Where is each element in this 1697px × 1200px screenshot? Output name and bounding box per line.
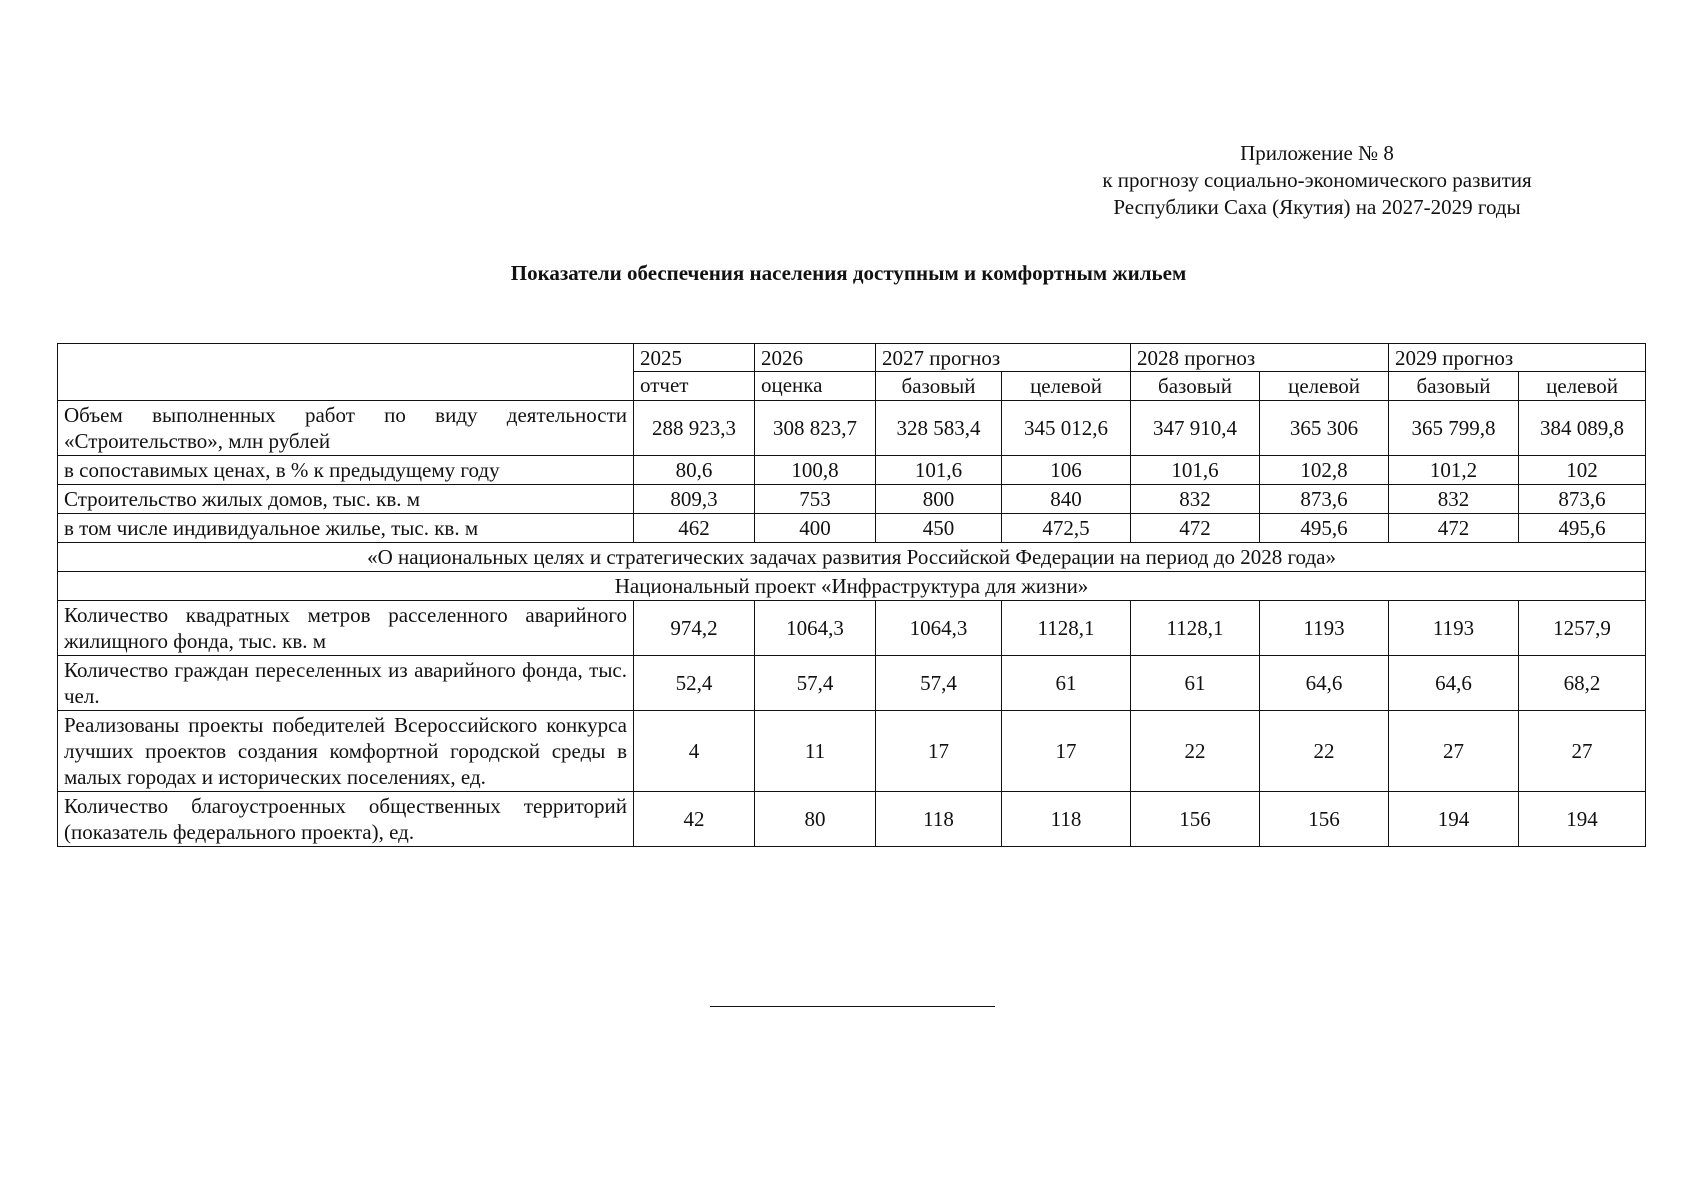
- cell-2028-target: 365 306: [1260, 401, 1389, 456]
- cell-2027-base: 450: [876, 514, 1002, 543]
- cell-2029-base: 27: [1389, 711, 1519, 792]
- cell-2028-target: 102,8: [1260, 456, 1389, 485]
- appendix-number: Приложение № 8: [1240, 141, 1394, 165]
- closing-rule: [710, 1006, 995, 1007]
- cell-2026: 753: [755, 485, 876, 514]
- header-2028-target: целевой: [1260, 372, 1389, 401]
- row-label: Количество граждан переселенных из аварийного фонда, тыс. чел.: [58, 656, 634, 711]
- cell-2025: 462: [634, 514, 755, 543]
- cell-2026: 400: [755, 514, 876, 543]
- cell-2025: 809,3: [634, 485, 755, 514]
- table-row: [58, 456, 1646, 485]
- header-2025-year: 2025: [634, 344, 755, 372]
- header-indicator-cell: [58, 344, 634, 401]
- cell-2026: 80: [755, 792, 876, 847]
- cell-2025: 4: [634, 711, 755, 792]
- header-2027-target: целевой: [1002, 372, 1131, 401]
- cell-2027-base: 57,4: [876, 656, 1002, 711]
- row-label: Строительство жилых домов, тыс. кв. м: [58, 485, 634, 514]
- cell-2028-base: 156: [1131, 792, 1260, 847]
- cell-2028-base: 472: [1131, 514, 1260, 543]
- table-row: [58, 656, 1646, 711]
- cell-2026: 100,8: [755, 456, 876, 485]
- cell-2029-target: 194: [1519, 792, 1646, 847]
- header-2026-year: 2026: [755, 344, 876, 372]
- cell-2027-base: 101,6: [876, 456, 1002, 485]
- header-2029-base: базовый: [1389, 372, 1519, 401]
- table-row: [58, 401, 1646, 456]
- cell-2028-target: 156: [1260, 792, 1389, 847]
- cell-2025: 42: [634, 792, 755, 847]
- cell-2029-base: 472: [1389, 514, 1519, 543]
- row-label: Количество квадратных метров расселенного аварийного жилищного фонда, тыс. кв. м: [58, 601, 634, 656]
- cell-2029-target: 384 089,8: [1519, 401, 1646, 456]
- cell-2027-base: 1064,3: [876, 601, 1002, 656]
- cell-2027-target: 118: [1002, 792, 1131, 847]
- cell-2026: 57,4: [755, 656, 876, 711]
- header-2025-report: отчет: [634, 372, 755, 401]
- cell-2025: 52,4: [634, 656, 755, 711]
- cell-2027-target: 472,5: [1002, 514, 1131, 543]
- cell-2025: 974,2: [634, 601, 755, 656]
- section-national-goals: «О национальных целях и стратегических задачах развития Российской Федерации на период до 2028 года»: [58, 543, 1646, 572]
- header-2028-forecast: 2028 прогноз: [1131, 344, 1389, 372]
- cell-2029-target: 27: [1519, 711, 1646, 792]
- row-label: в сопоставимых ценах, в % к предыдущему году: [58, 456, 634, 485]
- cell-2025: 288 923,3: [634, 401, 755, 456]
- appendix-region: Республики Саха (Якутия) на 2027-2029 годы: [1113, 195, 1521, 219]
- indicators-table: [57, 343, 1646, 847]
- cell-2029-target: 873,6: [1519, 485, 1646, 514]
- document-title: Показатели обеспечения населения доступным и комфортным жильем: [510, 261, 1187, 285]
- cell-2026: 1064,3: [755, 601, 876, 656]
- cell-2029-base: 194: [1389, 792, 1519, 847]
- cell-2029-base: 101,2: [1389, 456, 1519, 485]
- cell-2028-target: 64,6: [1260, 656, 1389, 711]
- table-row: [58, 485, 1646, 514]
- header-2029-forecast: 2029 прогноз: [1389, 344, 1646, 372]
- cell-2029-target: 68,2: [1519, 656, 1646, 711]
- header-2027-forecast: 2027 прогноз: [876, 344, 1131, 372]
- cell-2029-base: 1193: [1389, 601, 1519, 656]
- cell-2027-base: 800: [876, 485, 1002, 514]
- cell-2026: 11: [755, 711, 876, 792]
- cell-2027-target: 1128,1: [1002, 601, 1131, 656]
- cell-2027-target: 17: [1002, 711, 1131, 792]
- cell-2029-base: 365 799,8: [1389, 401, 1519, 456]
- cell-2029-target: 102: [1519, 456, 1646, 485]
- table-row: [58, 601, 1646, 656]
- table-row: [58, 711, 1646, 792]
- cell-2027-target: 345 012,6: [1002, 401, 1131, 456]
- row-label: Количество благоустроенных общественных территорий (показатель федерального проекта), ед.: [58, 792, 634, 847]
- cell-2028-base: 1128,1: [1131, 601, 1260, 656]
- header-2026-estimate: оценка: [755, 372, 876, 401]
- cell-2028-target: 495,6: [1260, 514, 1389, 543]
- table-row: [58, 792, 1646, 847]
- cell-2029-target: 1257,9: [1519, 601, 1646, 656]
- cell-2028-base: 61: [1131, 656, 1260, 711]
- cell-2028-target: 873,6: [1260, 485, 1389, 514]
- appendix-block: [1037, 140, 1597, 221]
- cell-2028-base: 101,6: [1131, 456, 1260, 485]
- cell-2028-base: 347 910,4: [1131, 401, 1260, 456]
- row-label: в том числе индивидуальное жилье, тыс. кв. м: [58, 514, 634, 543]
- header-2027-base: базовый: [876, 372, 1002, 401]
- appendix-subtitle: к прогнозу социально-экономического развития: [1102, 168, 1532, 192]
- row-label: Реализованы проекты победителей Всероссийского конкурса лучших проектов создания комфортной городской среды в малых городах и исторических поселениях, ед.: [58, 711, 634, 792]
- cell-2029-target: 495,6: [1519, 514, 1646, 543]
- section-row: [58, 572, 1646, 601]
- table-row: [58, 514, 1646, 543]
- cell-2028-base: 832: [1131, 485, 1260, 514]
- cell-2029-base: 832: [1389, 485, 1519, 514]
- section-national-project: Национальный проект «Инфраструктура для жизни»: [58, 572, 1646, 601]
- row-label: Объем выполненных работ по виду деятельности «Строительство», млн рублей: [58, 401, 634, 456]
- header-2029-target: целевой: [1519, 372, 1646, 401]
- header-row-years: [58, 344, 1646, 372]
- cell-2027-base: 17: [876, 711, 1002, 792]
- cell-2026: 308 823,7: [755, 401, 876, 456]
- cell-2027-base: 118: [876, 792, 1002, 847]
- section-row: [58, 543, 1646, 572]
- cell-2027-base: 328 583,4: [876, 401, 1002, 456]
- cell-2028-base: 22: [1131, 711, 1260, 792]
- cell-2027-target: 61: [1002, 656, 1131, 711]
- cell-2025: 80,6: [634, 456, 755, 485]
- cell-2027-target: 106: [1002, 456, 1131, 485]
- header-2028-base: базовый: [1131, 372, 1260, 401]
- cell-2028-target: 22: [1260, 711, 1389, 792]
- cell-2027-target: 840: [1002, 485, 1131, 514]
- cell-2029-base: 64,6: [1389, 656, 1519, 711]
- cell-2028-target: 1193: [1260, 601, 1389, 656]
